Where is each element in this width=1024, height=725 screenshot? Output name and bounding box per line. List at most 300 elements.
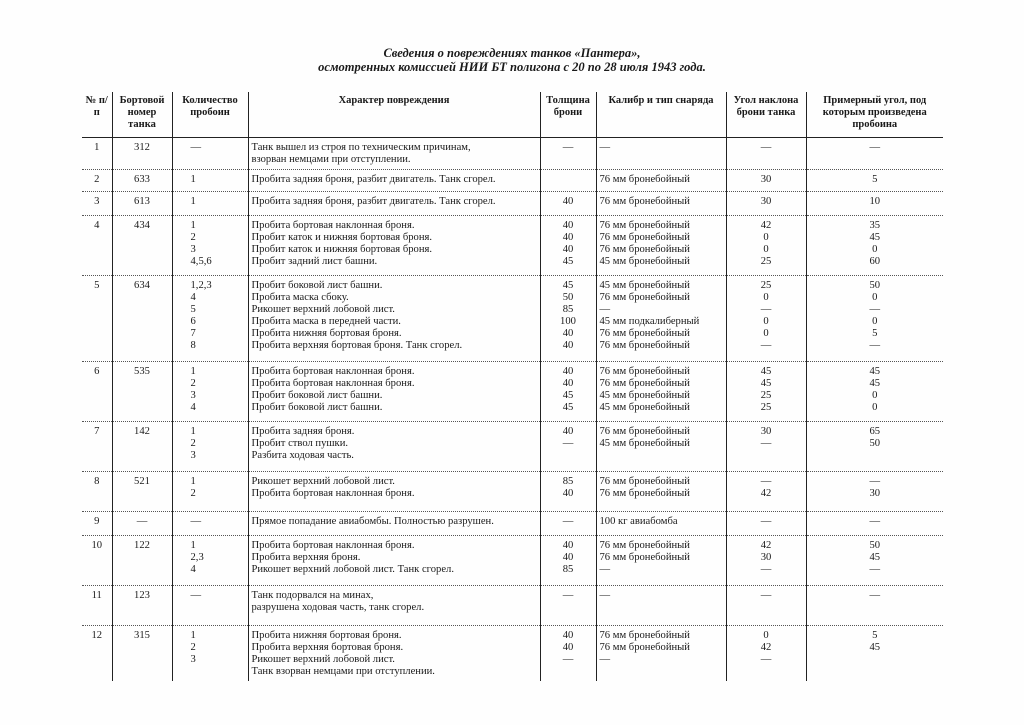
cell-damage-line: Пробита бортовая наклонная броня. — [251, 488, 415, 499]
cell-armor-angle-line: — — [760, 590, 772, 601]
cell-armor-angle-line: 25 — [760, 402, 772, 413]
cell-damage-line: Пробита бортовая наклонная броня. — [251, 540, 415, 551]
cell-armor-thickness-line: — — [562, 438, 574, 449]
cell-shell-type — [596, 138, 726, 170]
cell-hole-count-line: 2 — [190, 232, 196, 243]
cell-armor-thickness-line: 40 — [562, 244, 574, 255]
cell-armor-thickness — [540, 422, 596, 472]
cell-damage — [248, 216, 540, 276]
header-hit-angle: Примерный угол, под которым произведена пробоина — [806, 92, 943, 138]
cell-hit-angle-line: 0 — [872, 244, 878, 255]
cell-hole-count-line: 4 — [190, 292, 196, 303]
cell-hole-count — [172, 216, 248, 276]
cell-damage — [248, 472, 540, 512]
cell-armor-thickness-line: 40 — [562, 220, 574, 231]
cell-armor-thickness-line: 50 — [562, 292, 574, 303]
cell-shell-type-line: 76 мм бронебойный — [599, 540, 690, 551]
cell-armor-angle — [726, 586, 806, 626]
cell-armor-thickness-line: 45 — [562, 256, 574, 267]
cell-hit-angle-line: 10 — [869, 196, 881, 207]
cell-number: 9 — [94, 516, 100, 527]
cell-damage-line: Пробит боковой лист башни. — [251, 280, 383, 291]
cell-armor-thickness-line: 40 — [562, 540, 574, 551]
cell-hit-angle-line: 50 — [869, 280, 881, 291]
cell-damage-line: Танк подорвался на минах, — [251, 590, 374, 601]
cell-hit-angle-line: 0 — [872, 402, 878, 413]
damage-table — [82, 92, 943, 681]
cell-shell-type — [596, 192, 726, 216]
cell-shell-type-line: — — [599, 304, 611, 315]
cell-hit-angle-line: 45 — [869, 552, 881, 563]
cell-armor-angle-line: — — [760, 564, 772, 575]
cell-number: 10 — [91, 540, 103, 551]
cell-hit-angle-line: 65 — [869, 426, 881, 437]
cell-armor-angle — [726, 512, 806, 536]
cell-hole-count-line: 1 — [190, 174, 196, 185]
cell-hole-count-line: 6 — [190, 316, 196, 327]
cell-armor-thickness — [540, 192, 596, 216]
cell-hit-angle-line: 45 — [869, 378, 881, 389]
header-shell-type: Калибр и тип снаряда — [596, 92, 726, 138]
cell-hit-angle-line: 5 — [872, 328, 878, 339]
cell-hit-angle-line: 5 — [872, 630, 878, 641]
cell-armor-thickness-line: 100 — [560, 316, 576, 327]
cell-armor-angle — [726, 472, 806, 512]
cell-damage-line: Пробит ствол пушки. — [251, 438, 349, 449]
cell-shell-type-line: 76 мм бронебойный — [599, 378, 690, 389]
cell-damage — [248, 536, 540, 586]
cell-hit-angle — [806, 138, 943, 170]
cell-hole-count-line: 3 — [190, 390, 196, 401]
cell-number: 1 — [94, 142, 100, 153]
cell-damage — [248, 138, 540, 170]
cell-armor-thickness-line: 40 — [562, 642, 574, 653]
cell-damage-line: разрушена ходовая часть, танк сгорел. — [251, 602, 425, 613]
cell-shell-type — [596, 170, 726, 192]
cell-hole-count-line: 2 — [190, 642, 196, 653]
cell-tank-number: 634 — [112, 276, 172, 362]
table-row — [82, 138, 943, 170]
cell-hit-angle-line: 50 — [869, 438, 881, 449]
cell-hole-count-line: — — [190, 516, 202, 527]
cell-damage — [248, 276, 540, 362]
cell-shell-type-line — [600, 450, 723, 462]
cell-shell-type — [596, 586, 726, 626]
cell-shell-type — [596, 422, 726, 472]
cell-armor-angle-line: 42 — [760, 540, 772, 551]
cell-number: 11 — [91, 590, 102, 601]
cell-hit-angle-line: 50 — [869, 540, 881, 551]
cell-shell-type-line: 45 мм бронебойный — [599, 280, 690, 291]
cell-hole-count-line: 1 — [190, 630, 196, 641]
cell-armor-angle-line: 42 — [760, 642, 772, 653]
cell-hit-angle-line — [810, 450, 941, 462]
cell-hole-count-line: 3 — [190, 654, 196, 665]
cell-shell-type — [596, 512, 726, 536]
cell-shell-type-line: 76 мм бронебойный — [599, 426, 690, 437]
cell-damage — [248, 586, 540, 626]
header-hole-count: Количество пробоин — [172, 92, 248, 138]
cell-shell-type-line: 76 мм бронебойный — [599, 488, 690, 499]
cell-armor-thickness — [540, 216, 596, 276]
cell-armor-thickness-line: 40 — [562, 366, 574, 377]
cell-armor-thickness-line: 40 — [562, 328, 574, 339]
cell-damage-line: Танк вышел из строя по техническим причинам, — [251, 142, 471, 153]
cell-shell-type-line: 76 мм бронебойный — [599, 630, 690, 641]
cell-armor-thickness — [540, 472, 596, 512]
cell-shell-type-line: 76 мм бронебойный — [599, 292, 690, 303]
cell-hole-count-line: — — [190, 142, 202, 153]
table-body — [82, 138, 943, 682]
cell-hole-count — [172, 192, 248, 216]
cell-shell-type-line: 76 мм бронебойный — [599, 642, 690, 653]
cell-tank-number: 521 — [112, 472, 172, 512]
cell-armor-thickness-line: 40 — [562, 378, 574, 389]
cell-hit-angle-line: — — [869, 590, 881, 601]
cell-armor-thickness — [540, 138, 596, 170]
cell-shell-type — [596, 216, 726, 276]
cell-number: 6 — [94, 366, 100, 377]
cell-shell-type-line: 45 мм бронебойный — [599, 256, 690, 267]
cell-armor-angle-line: — — [760, 476, 772, 487]
cell-shell-type — [596, 362, 726, 422]
cell-damage-line: Пробита задняя броня, разбит двигатель. Танк сгорел. — [251, 196, 496, 207]
cell-armor-thickness — [540, 362, 596, 422]
cell-damage-line: Пробита бортовая наклонная броня. — [251, 220, 415, 231]
cell-armor-thickness-line — [544, 174, 593, 186]
cell-hole-count-line: 1 — [190, 540, 196, 551]
cell-armor-thickness — [540, 586, 596, 626]
cell-shell-type-line: 45 мм бронебойный — [599, 390, 690, 401]
table-row — [82, 422, 943, 472]
cell-hole-count-line: 7 — [190, 328, 196, 339]
cell-damage-line: Танк взорван немцами при отступлении. — [251, 666, 435, 677]
cell-damage-line: Пробита верхняя броня. — [251, 552, 361, 563]
cell-shell-type-line: 76 мм бронебойный — [599, 328, 690, 339]
cell-armor-angle-line: 0 — [763, 232, 769, 243]
cell-hole-count — [172, 170, 248, 192]
cell-armor-thickness-line: — — [562, 142, 574, 153]
cell-armor-thickness-line — [544, 450, 593, 462]
cell-hit-angle-line: 0 — [872, 390, 878, 401]
cell-hit-angle-line: — — [869, 142, 881, 153]
cell-armor-thickness-line: 85 — [562, 476, 574, 487]
cell-armor-angle — [726, 362, 806, 422]
title-line-2: осмотренных комиссией НИИ БТ полигона с 20 по 28 июля 1943 года. — [318, 60, 706, 74]
cell-hole-count-line: 8 — [190, 340, 196, 351]
table-row — [82, 512, 943, 536]
cell-hole-count — [172, 472, 248, 512]
cell-hit-angle — [806, 216, 943, 276]
cell-damage-line: Пробит каток и нижняя бортовая броня. — [251, 244, 433, 255]
cell-damage-line: Пробита бортовая наклонная броня. — [251, 378, 415, 389]
cell-tank-number: 315 — [112, 626, 172, 682]
cell-armor-thickness-line: 85 — [562, 564, 574, 575]
table-row — [82, 536, 943, 586]
cell-armor-thickness-line: 45 — [562, 280, 574, 291]
cell-hit-angle — [806, 472, 943, 512]
cell-armor-angle-line: 30 — [760, 426, 772, 437]
cell-tank-number: 312 — [112, 138, 172, 170]
cell-shell-type-line: 45 мм подкалиберный — [599, 316, 700, 327]
cell-damage-line: Пробит каток и нижняя бортовая броня. — [251, 232, 433, 243]
cell-damage — [248, 422, 540, 472]
cell-damage-line: Пробита задняя броня, разбит двигатель. Танк сгорел. — [251, 174, 496, 185]
cell-armor-angle-line: 0 — [763, 244, 769, 255]
cell-hole-count-line: 2 — [190, 378, 196, 389]
cell-hit-angle-line — [810, 654, 941, 666]
cell-armor-angle-line: — — [760, 654, 772, 665]
cell-hit-angle-line: 60 — [869, 256, 881, 267]
cell-armor-angle — [726, 192, 806, 216]
table-row — [82, 472, 943, 512]
cell-hole-count — [172, 536, 248, 586]
cell-damage — [248, 170, 540, 192]
cell-shell-type — [596, 626, 726, 682]
table-row — [82, 216, 943, 276]
cell-armor-angle-line: — — [760, 438, 772, 449]
cell-hit-angle-line: 35 — [869, 220, 881, 231]
cell-armor-angle-line: — — [760, 142, 772, 153]
cell-armor-thickness — [540, 170, 596, 192]
cell-hole-count-line: 5 — [190, 304, 196, 315]
cell-number: 12 — [91, 630, 103, 641]
cell-armor-angle-line: 30 — [760, 552, 772, 563]
cell-armor-angle-line: 0 — [763, 292, 769, 303]
cell-hole-count — [172, 512, 248, 536]
cell-damage-line: Пробит задний лист башни. — [251, 256, 378, 267]
cell-hole-count-line: — — [190, 590, 202, 601]
cell-hole-count-line: 1 — [190, 366, 196, 377]
cell-armor-thickness — [540, 512, 596, 536]
cell-damage — [248, 626, 540, 682]
cell-hit-angle — [806, 586, 943, 626]
cell-damage-line: Прямое попадание авиабомбы. Полностью разрушен. — [251, 516, 494, 527]
cell-shell-type-line: 45 мм бронебойный — [599, 402, 690, 413]
cell-damage — [248, 192, 540, 216]
cell-armor-thickness — [540, 276, 596, 362]
cell-armor-thickness-line: 40 — [562, 232, 574, 243]
cell-number: 4 — [94, 220, 100, 231]
cell-damage-line: Пробит боковой лист башни. — [251, 402, 383, 413]
cell-shell-type-line: 76 мм бронебойный — [599, 196, 690, 207]
cell-tank-number: — — [112, 512, 172, 536]
cell-shell-type-line: 76 мм бронебойный — [599, 174, 690, 185]
cell-hole-count-line: 3 — [190, 450, 196, 461]
cell-armor-thickness-line: 40 — [562, 426, 574, 437]
cell-hole-count-line: 2,3 — [190, 552, 204, 563]
table-row — [82, 626, 943, 682]
cell-armor-thickness — [540, 536, 596, 586]
cell-hit-angle-line: — — [869, 340, 881, 351]
cell-armor-thickness-line: — — [562, 654, 574, 665]
cell-armor-angle-line: 0 — [763, 630, 769, 641]
cell-hole-count-line: 4 — [190, 564, 196, 575]
cell-shell-type-line: — — [599, 654, 611, 665]
cell-hit-angle — [806, 170, 943, 192]
cell-hole-count-line: 2 — [190, 488, 196, 499]
cell-tank-number: 535 — [112, 362, 172, 422]
cell-hit-angle-line: 0 — [872, 292, 878, 303]
header-row — [82, 92, 943, 138]
cell-damage-line: взорван немцами при отступлении. — [251, 154, 411, 165]
title-line-1: Сведения о повреждениях танков «Пантера», — [383, 46, 641, 60]
cell-hit-angle-line: — — [869, 476, 881, 487]
cell-shell-type — [596, 472, 726, 512]
cell-armor-angle-line: — — [760, 516, 772, 527]
document-title — [0, 46, 1024, 74]
table-row — [82, 362, 943, 422]
cell-hole-count-line: 1,2,3 — [190, 280, 212, 291]
cell-hole-count — [172, 362, 248, 422]
cell-armor-angle-line: 42 — [760, 220, 772, 231]
table-row — [82, 276, 943, 362]
cell-armor-thickness-line: — — [562, 590, 574, 601]
cell-damage-line: Рикошет верхний лобовой лист. — [251, 304, 395, 315]
cell-hole-count-line: 1 — [190, 220, 196, 231]
cell-armor-angle — [726, 536, 806, 586]
cell-damage-line: Пробита маска сбоку. — [251, 292, 349, 303]
table-row — [82, 192, 943, 216]
cell-damage-line: Пробита бортовая наклонная броня. — [251, 366, 415, 377]
cell-tank-number: 633 — [112, 170, 172, 192]
cell-hit-angle-line: 0 — [872, 316, 878, 327]
cell-armor-angle-line — [730, 450, 803, 462]
cell-hole-count-line: 1 — [190, 196, 196, 207]
cell-shell-type — [596, 276, 726, 362]
cell-hit-angle-line: — — [869, 304, 881, 315]
cell-number: 3 — [94, 196, 100, 207]
cell-armor-angle — [726, 276, 806, 362]
cell-tank-number: 434 — [112, 216, 172, 276]
cell-shell-type-line: 76 мм бронебойный — [599, 220, 690, 231]
cell-number: 5 — [94, 280, 100, 291]
cell-shell-type-line: 100 кг авиабомба — [599, 516, 678, 527]
cell-armor-angle-line: 30 — [760, 174, 772, 185]
cell-damage-line: Пробита верхняя бортовая броня. Танк сгорел. — [251, 340, 463, 351]
cell-damage-line: Рикошет верхний лобовой лист. Танк сгорел. — [251, 564, 454, 575]
cell-hole-count-line: 3 — [190, 244, 196, 255]
header-armor-thickness: Толщина брони — [540, 92, 596, 138]
cell-hit-angle — [806, 536, 943, 586]
cell-damage-line: Пробита верхняя бортовая броня. — [251, 642, 404, 653]
cell-hole-count — [172, 586, 248, 626]
cell-armor-angle-line: 0 — [763, 316, 769, 327]
cell-damage-line: Пробита нижняя бортовая броня. — [251, 630, 402, 641]
cell-armor-angle-line: — — [760, 304, 772, 315]
cell-shell-type-line: 76 мм бронебойный — [599, 366, 690, 377]
cell-damage-line: Пробита маска в передней части. — [251, 316, 401, 327]
cell-hole-count-line: 1 — [190, 426, 196, 437]
cell-armor-thickness-line: 85 — [562, 304, 574, 315]
cell-armor-angle-line: 42 — [760, 488, 772, 499]
cell-shell-type-line: — — [599, 590, 611, 601]
header-armor-angle: Угол наклона брони танка — [726, 92, 806, 138]
table-row — [82, 586, 943, 626]
cell-number: 7 — [94, 426, 100, 437]
cell-hole-count-line: 4 — [190, 402, 196, 413]
cell-hole-count — [172, 138, 248, 170]
cell-hit-angle-line: 5 — [872, 174, 878, 185]
cell-shell-type-line: 76 мм бронебойный — [599, 476, 690, 487]
cell-armor-angle-line: 25 — [760, 256, 772, 267]
cell-armor-thickness-line: 40 — [562, 340, 574, 351]
cell-hole-count — [172, 422, 248, 472]
cell-armor-angle — [726, 626, 806, 682]
cell-armor-angle — [726, 216, 806, 276]
cell-tank-number: 123 — [112, 586, 172, 626]
cell-hit-angle — [806, 512, 943, 536]
cell-hit-angle — [806, 422, 943, 472]
cell-tank-number: 122 — [112, 536, 172, 586]
cell-armor-angle-line: 0 — [763, 328, 769, 339]
cell-damage-line: Пробита нижняя бортовая броня. — [251, 328, 402, 339]
cell-armor-thickness-line: — — [562, 516, 574, 527]
cell-armor-angle-line: 30 — [760, 196, 772, 207]
cell-hole-count — [172, 276, 248, 362]
cell-shell-type-line: — — [599, 142, 611, 153]
cell-hit-angle-line: 45 — [869, 366, 881, 377]
cell-number: 8 — [94, 476, 100, 487]
cell-armor-angle-line: 45 — [760, 378, 772, 389]
cell-armor-thickness-line: 40 — [562, 488, 574, 499]
cell-armor-thickness-line: 45 — [562, 402, 574, 413]
cell-shell-type-line: 76 мм бронебойный — [599, 340, 690, 351]
cell-damage-line: Разбита ходовая часть. — [251, 450, 354, 461]
cell-shell-type-line: 76 мм бронебойный — [599, 232, 690, 243]
cell-hole-count-line: 1 — [190, 476, 196, 487]
cell-damage-line: Пробита задняя броня. — [251, 426, 355, 437]
cell-armor-angle-line: — — [760, 340, 772, 351]
cell-armor-angle — [726, 170, 806, 192]
header-tank-number: Бортовой номер танка — [112, 92, 172, 138]
cell-armor-angle-line: 25 — [760, 280, 772, 291]
cell-hole-count-line: 2 — [190, 438, 196, 449]
cell-hit-angle-line: — — [869, 564, 881, 575]
cell-number: 2 — [94, 174, 100, 185]
cell-armor-thickness-line: 40 — [562, 630, 574, 641]
cell-hit-angle — [806, 192, 943, 216]
cell-hit-angle — [806, 276, 943, 362]
cell-armor-thickness-line: 40 — [562, 196, 574, 207]
cell-tank-number: 142 — [112, 422, 172, 472]
cell-damage-line: Рикошет верхний лобовой лист. — [251, 476, 395, 487]
cell-hole-count-line: 4,5,6 — [190, 256, 212, 267]
table-row — [82, 170, 943, 192]
cell-hit-angle-line: 45 — [869, 642, 881, 653]
cell-armor-thickness-line: 40 — [562, 552, 574, 563]
cell-damage-line: Рикошет верхний лобовой лист. — [251, 654, 395, 665]
cell-shell-type-line: 76 мм бронебойный — [599, 244, 690, 255]
header-number: № п/п — [82, 92, 112, 138]
cell-shell-type — [596, 536, 726, 586]
cell-shell-type-line: — — [599, 564, 611, 575]
cell-tank-number: 613 — [112, 192, 172, 216]
cell-armor-thickness — [540, 626, 596, 682]
cell-armor-angle-line: 25 — [760, 390, 772, 401]
cell-armor-angle — [726, 422, 806, 472]
header-damage: Характер повреждения — [248, 92, 540, 138]
cell-hole-count — [172, 626, 248, 682]
cell-hit-angle-line: 30 — [869, 488, 881, 499]
cell-damage — [248, 512, 540, 536]
cell-armor-angle — [726, 138, 806, 170]
cell-hit-angle — [806, 362, 943, 422]
cell-armor-angle-line: 45 — [760, 366, 772, 377]
cell-armor-thickness-line: 45 — [562, 390, 574, 401]
cell-damage-line: Пробит боковой лист башни. — [251, 390, 383, 401]
cell-hit-angle-line: 45 — [869, 232, 881, 243]
